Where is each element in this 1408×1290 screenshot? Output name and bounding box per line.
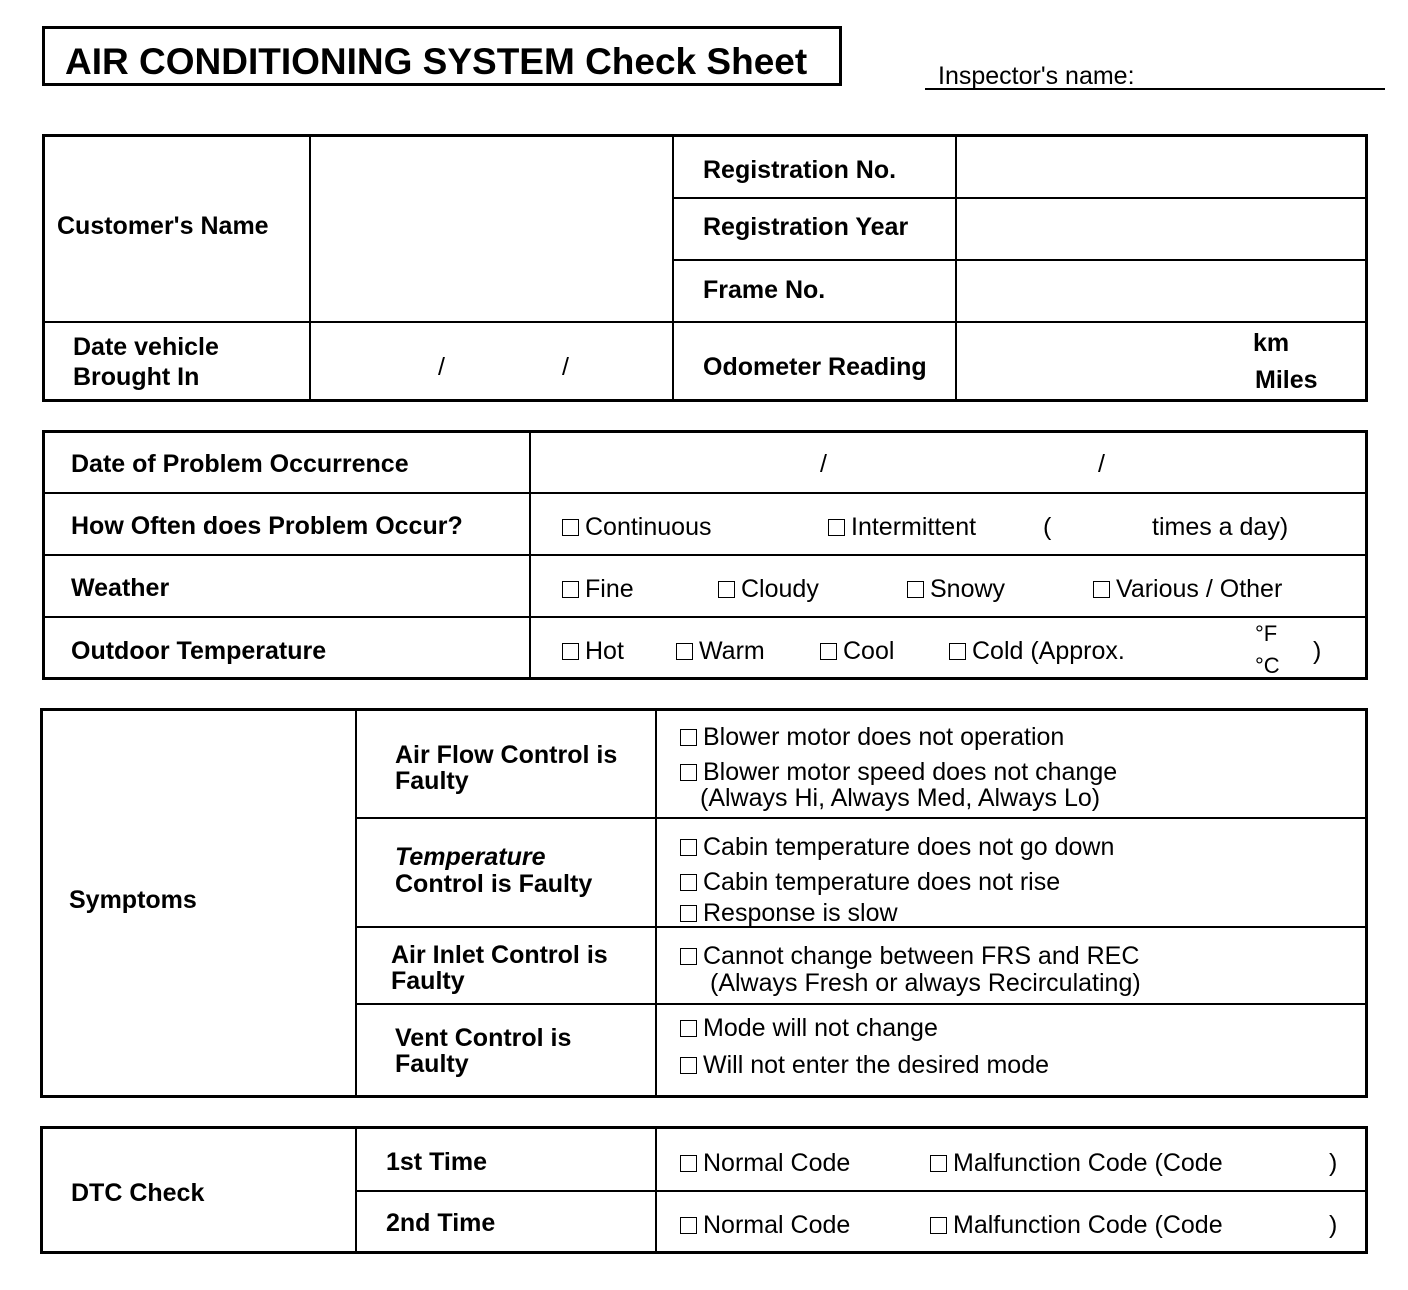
dtc-row-label: 1st Time <box>386 1148 487 1176</box>
symptom-note: (Always Fresh or always Recirculating) <box>710 969 1141 997</box>
temp-option-hot[interactable]: Hot <box>562 637 624 666</box>
customer-name-label: Customer's Name <box>57 212 269 240</box>
registration-no-field[interactable] <box>958 137 1364 196</box>
date-separator: / <box>562 353 569 381</box>
checkbox-icon <box>930 1217 947 1234</box>
temp-option-cool[interactable]: Cool <box>820 637 894 666</box>
symptom-option[interactable]: Blower motor does not operation <box>680 723 1064 752</box>
symptom-option[interactable]: Cabin temperature does not go down <box>680 833 1114 862</box>
unit-fahrenheit: °F <box>1255 621 1278 646</box>
weather-option-various[interactable]: Various / Other <box>1093 575 1282 604</box>
unit-celsius: °C <box>1255 653 1280 678</box>
weather-label: Weather <box>71 574 170 602</box>
checkbox-icon <box>562 581 579 598</box>
checkbox-icon <box>680 1217 697 1234</box>
frequency-paren-open: ( <box>1043 513 1052 541</box>
divider <box>355 710 357 1096</box>
checkbox-icon <box>562 519 579 536</box>
checkbox-icon <box>680 905 697 922</box>
unit-miles: Miles <box>1255 366 1318 394</box>
symptom-note: (Always Hi, Always Med, Always Lo) <box>700 784 1101 812</box>
frequency-option-continuous[interactable]: Continuous <box>562 513 711 542</box>
symptom-group-label-line2: Faulty <box>391 967 465 995</box>
dtc-malfunction-code-option[interactable]: Malfunction Code (Code <box>930 1211 1223 1240</box>
outdoor-temperature-label: Outdoor Temperature <box>71 637 327 665</box>
dtc-normal-code-option[interactable]: Normal Code <box>680 1211 850 1240</box>
date-separator: / <box>820 450 827 478</box>
symptom-option[interactable]: Will not enter the desired mode <box>680 1051 1049 1080</box>
temp-option-cold[interactable]: Cold (Approx. <box>949 637 1125 666</box>
symptom-group-label-line1: Air Inlet Control is <box>391 941 608 969</box>
divider <box>44 554 1366 556</box>
divider <box>357 817 1366 819</box>
checkbox-icon <box>680 1057 697 1074</box>
divider <box>672 136 674 400</box>
frequency-label: How Often does Problem Occur? <box>71 512 463 540</box>
dtc-check-label: DTC Check <box>71 1179 205 1207</box>
symptom-option[interactable]: Response is slow <box>680 899 898 928</box>
checkbox-icon <box>680 729 697 746</box>
date-brought-in-label-line1: Date vehicle <box>73 333 219 361</box>
frame-no-field[interactable] <box>958 261 1364 320</box>
temp-close-paren: ) <box>1313 637 1322 665</box>
symptom-group-label-line1: Vent Control is <box>395 1024 572 1052</box>
symptoms-label: Symptoms <box>69 886 197 914</box>
divider <box>655 710 657 1096</box>
inspector-name-label: Inspector's name: <box>938 62 1135 90</box>
symptom-group-label-line1: Temperature <box>395 843 546 871</box>
symptom-option[interactable]: Cannot change between FRS and REC <box>680 942 1139 971</box>
divider <box>309 136 311 400</box>
checkbox-icon <box>680 764 697 781</box>
checkbox-icon <box>1093 581 1110 598</box>
symptom-group-label-line1: Air Flow Control is <box>395 741 618 769</box>
checkbox-icon <box>828 519 845 536</box>
dtc-row-label: 2nd Time <box>386 1209 496 1237</box>
checkbox-icon <box>907 581 924 598</box>
date-separator: / <box>438 353 445 381</box>
symptom-group-label-line2: Control is Faulty <box>395 870 593 898</box>
dtc-malfunction-code-option[interactable]: Malfunction Code (Code <box>930 1149 1223 1178</box>
frequency-option-intermittent[interactable]: Intermittent <box>828 513 976 542</box>
temp-option-warm[interactable]: Warm <box>676 637 765 666</box>
symptom-option[interactable]: Cabin temperature does not rise <box>680 868 1060 897</box>
weather-option-fine[interactable]: Fine <box>562 575 634 604</box>
title-box <box>42 26 842 86</box>
page-title: AIR CONDITIONING SYSTEM Check Sheet <box>65 41 808 82</box>
checkbox-icon <box>718 581 735 598</box>
date-brought-in-label-line2: Brought In <box>73 363 200 391</box>
checkbox-icon <box>949 643 966 660</box>
odometer-field[interactable] <box>958 323 1238 399</box>
checkbox-icon <box>680 1020 697 1037</box>
symptom-option[interactable]: Mode will not change <box>680 1014 938 1043</box>
frequency-suffix: times a day) <box>1152 513 1289 541</box>
divider <box>955 136 957 400</box>
date-separator: / <box>1098 450 1105 478</box>
checkbox-icon <box>562 643 579 660</box>
weather-option-cloudy[interactable]: Cloudy <box>718 575 819 604</box>
divider <box>357 1190 1366 1192</box>
symptom-group-label-line2: Faulty <box>395 767 469 795</box>
odometer-label: Odometer Reading <box>703 353 927 381</box>
dtc-close-paren: ) <box>1329 1211 1338 1239</box>
divider <box>44 616 1366 618</box>
inspector-name-field[interactable] <box>925 88 1385 90</box>
date-brought-in-field[interactable] <box>312 323 670 399</box>
frame-no-label: Frame No. <box>703 276 826 304</box>
checkbox-icon <box>930 1155 947 1172</box>
registration-year-field[interactable] <box>958 199 1364 258</box>
unit-km: km <box>1253 329 1290 357</box>
symptom-group-label-line2: Faulty <box>395 1050 469 1078</box>
dtc-normal-code-option[interactable]: Normal Code <box>680 1149 850 1178</box>
dtc-close-paren: ) <box>1329 1149 1338 1177</box>
divider <box>44 492 1366 494</box>
symptom-option[interactable]: Blower motor speed does not change <box>680 758 1117 787</box>
checkbox-icon <box>820 643 837 660</box>
checkbox-icon <box>680 1155 697 1172</box>
checkbox-icon <box>676 643 693 660</box>
customer-name-field[interactable] <box>312 137 670 320</box>
checkbox-icon <box>680 839 697 856</box>
divider <box>357 1003 1366 1005</box>
problem-date-label: Date of Problem Occurrence <box>71 450 409 478</box>
checkbox-icon <box>680 874 697 891</box>
registration-year-label: Registration Year <box>703 213 909 241</box>
registration-no-label: Registration No. <box>703 156 897 184</box>
checkbox-icon <box>680 948 697 965</box>
weather-option-snowy[interactable]: Snowy <box>907 575 1005 604</box>
